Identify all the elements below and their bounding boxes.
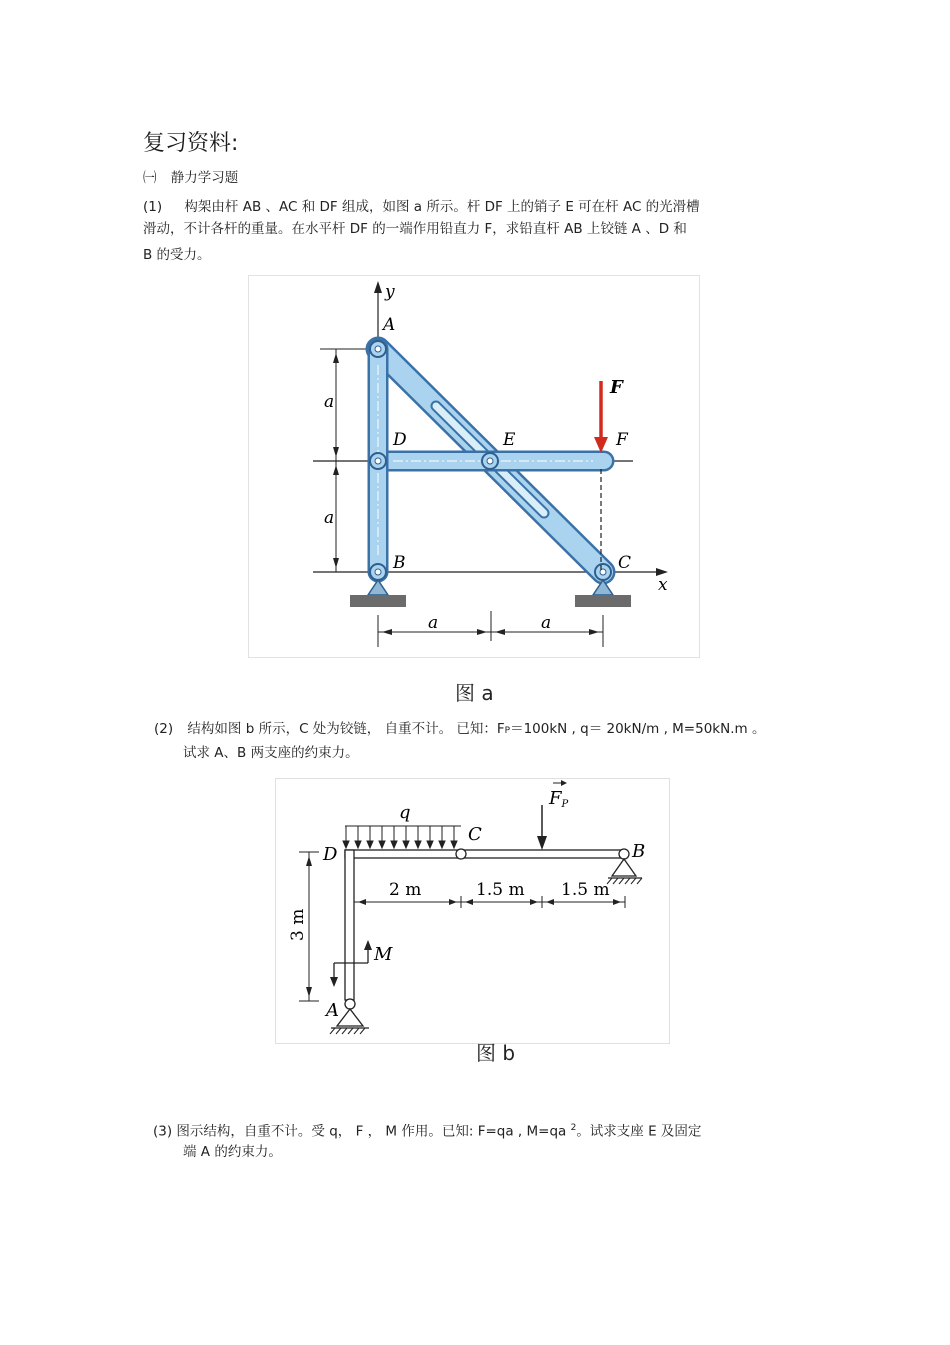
problem1-line2: 滑动，不计各杆的重量。在水平杆 DF 的一端作用铅直力 F，求铅直杆 AB 上铰链 A 、D 和 [143, 221, 687, 237]
label-q: q [399, 802, 411, 823]
hinge-c [456, 849, 466, 859]
label-f: F [616, 430, 628, 450]
figure-a-caption: 图 a [455, 681, 494, 705]
figure-a [248, 275, 700, 658]
problem3-line1: (3) 图示结构，自重不计。受 q， F ， M 作用。已知: F=qa , M=qa $^2$。试求支座 E 及固定 [153, 1123, 702, 1140]
figure-a-drawing [248, 275, 700, 658]
figure-b-drawing [275, 778, 670, 1044]
label-m: M [374, 944, 393, 965]
x-axis-label: x [658, 575, 668, 595]
dim-1-5m-second: 1.5 m [561, 880, 610, 900]
problem2-line2: 试求 A、B 两支座的约束力。 [183, 745, 359, 761]
figure-b-caption: 图 b [476, 1041, 516, 1065]
problem1-number: (1) [143, 199, 163, 215]
label-b: B [393, 553, 406, 573]
label-a: A [326, 1000, 339, 1021]
dim-2m: 2 m [389, 880, 422, 900]
label-c: C [468, 824, 482, 845]
dim-3m: 3 m [288, 908, 308, 941]
section-heading [143, 166, 238, 190]
dim-a-upper: a [324, 392, 335, 412]
label-d: D [393, 430, 407, 450]
section-label: 静力学习题 [170, 170, 239, 186]
label-d: D [323, 844, 338, 865]
problem3-line2: 端 A 的约束力。 [183, 1144, 282, 1160]
problem1-line1 [143, 195, 700, 219]
force-label: F [610, 377, 623, 398]
label-a: A [383, 315, 396, 335]
problem1-text: 构架由杆 AB 、AC 和 DF 组成，如图 a 所示。杆 DF 上的销子 E 可在杆 AC 的光滑槽 [184, 199, 700, 215]
figure-b [275, 778, 670, 1044]
dim-a-lower: a [324, 508, 335, 528]
label-c: C [618, 553, 632, 573]
problem2-line1: (2) 结构如图 b 所示，C 处为铰链， 自重不计。 已知：FP＝100kN , q＝ 20kN/m , M=50kN.m 。 [154, 721, 766, 737]
label-b: B [632, 841, 646, 862]
dim-a-left: a [428, 613, 439, 633]
label-fp: FP [549, 788, 569, 810]
page-title: 复习资料: [143, 131, 239, 156]
problem2-number: (2) [154, 721, 174, 737]
dim-a-right: a [541, 613, 552, 633]
problem1-line3: B 的受力。 [143, 247, 211, 263]
section-number: ㈠ [143, 170, 157, 186]
label-e: E [503, 430, 516, 450]
y-axis-label: y [385, 282, 395, 302]
dim-1-5m-first: 1.5 m [476, 880, 525, 900]
